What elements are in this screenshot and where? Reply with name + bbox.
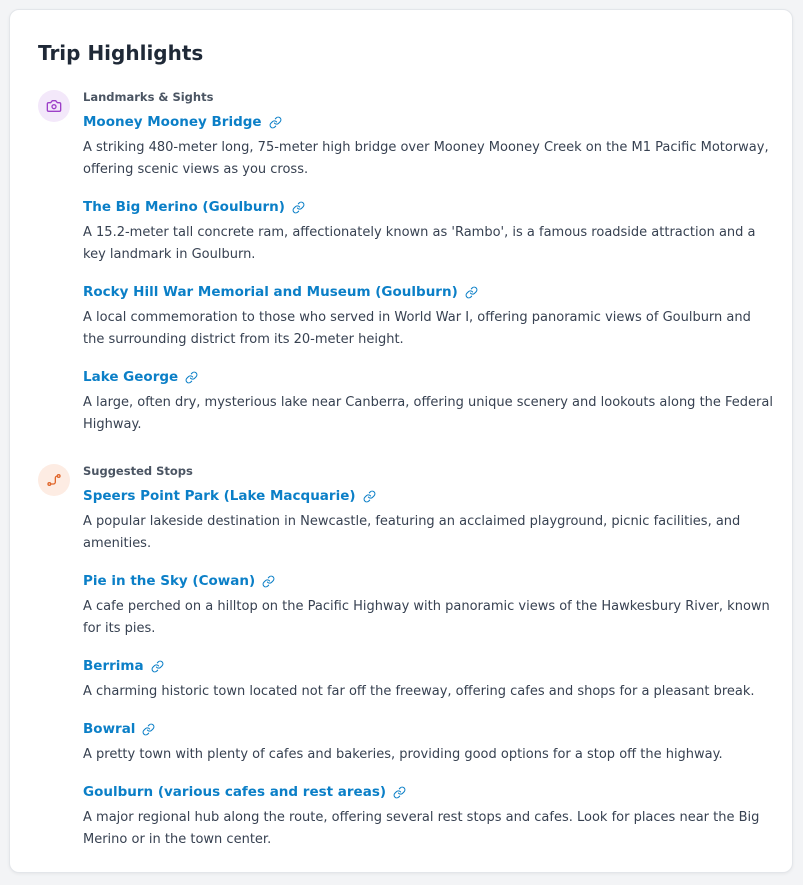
item-description: A popular lakeside destination in Newcastle, featuring an acclaimed playground, picnic facilities, and amenities. xyxy=(83,514,741,551)
item-description: A cafe perched on a hilltop on the Pacific Highway with panoramic views of the Hawkesbury River, known for its pies. xyxy=(83,599,770,636)
item-description: A striking 480-meter long, 75-meter high bridge over Mooney Mooney Creek on the M1 Pacific Motorway, offering scenic views as you cross. xyxy=(83,140,769,177)
link-icon[interactable] xyxy=(185,371,198,384)
item-link[interactable]: Speers Point Park (Lake Macquarie) xyxy=(83,488,356,504)
list-item xyxy=(83,719,773,766)
item-link[interactable]: Pie in the Sky (Cowan) xyxy=(83,573,256,589)
link-icon[interactable] xyxy=(292,201,305,214)
list-item xyxy=(83,656,773,703)
list-item xyxy=(83,782,773,851)
card-title: Trip Highlights xyxy=(38,41,204,65)
list-item xyxy=(83,282,773,351)
landmarks-list xyxy=(83,112,773,452)
list-item xyxy=(83,571,773,640)
list-item xyxy=(83,486,773,555)
item-link[interactable]: The Big Merino (Goulburn) xyxy=(83,199,285,215)
route-icon xyxy=(38,464,70,496)
stops-list xyxy=(83,486,773,867)
item-description: A local commemoration to those who served in World War I, offering panoramic views of Goulburn and the surrounding district from its 20-meter height. xyxy=(83,310,751,347)
item-link[interactable]: Rocky Hill War Memorial and Museum (Goulburn) xyxy=(83,284,458,300)
item-link[interactable]: Bowral xyxy=(83,721,136,737)
link-icon[interactable] xyxy=(393,786,406,799)
link-icon[interactable] xyxy=(269,116,282,129)
list-item xyxy=(83,367,773,436)
item-link[interactable]: Berrima xyxy=(83,658,144,674)
trip-highlights-card xyxy=(9,9,793,873)
list-item xyxy=(83,197,773,266)
link-icon[interactable] xyxy=(262,575,275,588)
item-description: A large, often dry, mysterious lake near Canberra, offering unique scenery and lookouts along the Federal Highway. xyxy=(83,395,773,432)
link-icon[interactable] xyxy=(151,660,164,673)
item-link[interactable]: Lake George xyxy=(83,369,179,385)
item-description: A pretty town with plenty of cafes and bakeries, providing good options for a stop off the highway. xyxy=(83,747,723,762)
section-label: Suggested Stops xyxy=(83,464,193,478)
list-item xyxy=(83,112,773,181)
item-description: A 15.2-meter tall concrete ram, affectionately known as 'Rambo', is a famous roadside attraction and a key landmark in Goulburn. xyxy=(83,225,756,262)
item-description: A major regional hub along the route, offering several rest stops and cafes. Look for places near the Big Merino or in the town center. xyxy=(83,810,760,847)
link-icon[interactable] xyxy=(142,723,155,736)
item-description: A charming historic town located not far off the freeway, offering cafes and shops for a pleasant break. xyxy=(83,684,755,699)
item-link[interactable]: Mooney Mooney Bridge xyxy=(83,114,262,130)
item-link[interactable]: Goulburn (various cafes and rest areas) xyxy=(83,784,387,800)
link-icon[interactable] xyxy=(363,490,376,503)
link-icon[interactable] xyxy=(465,286,478,299)
camera-icon xyxy=(38,90,70,122)
section-label: Landmarks & Sights xyxy=(83,90,214,104)
